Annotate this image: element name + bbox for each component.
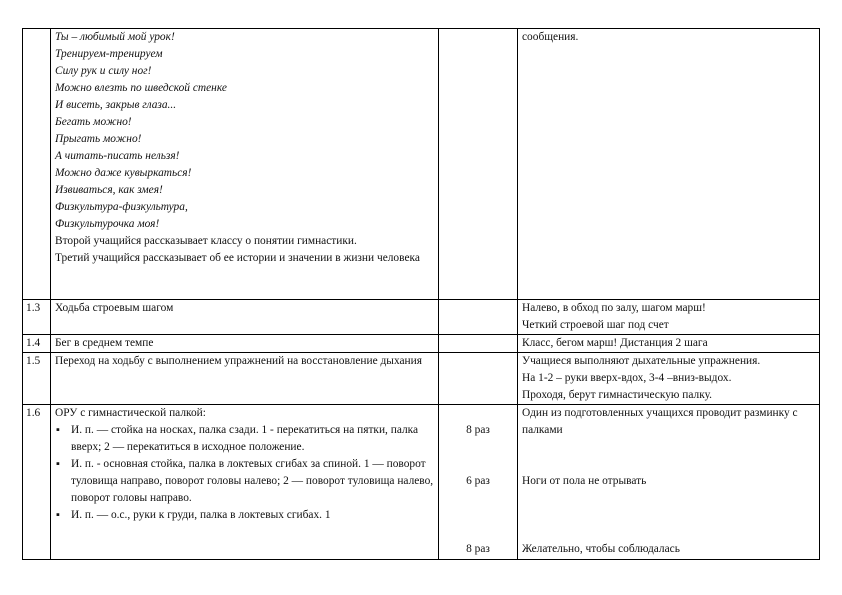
list-item: ▪ И. п. - основная стойка, палка в локтевых сгибах за спиной. 1 — поворот туловища направо, поворот головы налево; 2 — поворот туловища налево, поворот головы направо. [55,456,434,507]
exercise-title: ОРУ с гимнастической палкой: [55,407,206,419]
notes-cell [518,300,820,335]
note-line: Один из подготовленных учащихся проводит разминку с палками [522,407,798,436]
list-item: ▪ И. п. — о.с., руки к груди, палка в локтевых сгибах. 1 [55,507,434,524]
lesson-plan-table [22,28,820,560]
content-cell [51,405,439,560]
poem [55,29,434,233]
student-three-text: Третий учащийся рассказывает об ее истории и значении в жизни человека [55,252,420,264]
notes-cell [518,353,820,405]
note-text: сообщения. [522,31,579,43]
poem-line: Физкультура-физкультура, [55,201,188,213]
exercise-text: Ходьба строевым шагом [51,300,439,335]
poem-line: Бегать можно! [55,116,132,128]
notes-cell [518,29,820,300]
poem-line: Можно влезть по шведской стенке [55,82,227,94]
dosage-cell [439,405,518,560]
row-number-cell [23,29,51,300]
dosage-cell [439,353,518,405]
poem-line: А читать-писать нельзя! [55,150,180,162]
dosage-value: 6 раз [466,475,490,487]
dosage-value: 8 раз [466,424,490,436]
row-number: 1.4 [23,335,51,353]
notes-cell [518,335,820,353]
poem-line: Прыгать можно! [55,133,142,145]
poem-line: Физкультурочка моя! [55,218,160,230]
note-line: На 1-2 – руки вверх-вдох, 3-4 –вниз-выдох. [522,372,732,384]
row-number: 1.5 [23,353,51,405]
notes-cell [518,405,820,560]
exercise-list [55,422,434,524]
dosage-cell [439,29,518,300]
list-item: ▪ И. п. — стойка на носках, палка сзади. 1 - перекатиться на пятки, палка вверх; 2 — перекатиться в исходное положение. [55,422,434,456]
student-two-text: Второй учащийся рассказывает классу о понятии гимнастики. [55,235,357,247]
poem-line: Извиваться, как змея! [55,184,163,196]
note-line: Ноги от пола не отрывать [522,475,647,487]
note-line: Налево, в обход по залу, шагом марш! [522,302,706,314]
poem-line: Тренируем-тренируем [55,48,163,60]
dosage-cell [439,300,518,335]
dosage-cell [439,335,518,353]
note-line: Четкий строевой шаг под счет [522,319,669,331]
poem-line: Ты – любимый мой урок! [55,31,175,43]
table-row [23,335,820,353]
row-number: 1.3 [23,300,51,335]
note-line: Учащиеся выполняют дыхательные упражнения. [522,355,761,367]
note-line: Класс, бегом марш! Дистанция 2 шага [522,337,708,349]
poem-line: И висеть, закрыв глаза... [55,99,177,111]
table-row [23,405,820,560]
note-line: Желательно, чтобы соблюдалась [522,543,680,555]
content-cell [51,29,439,300]
note-line: Проходя, берут гимнастическую палку. [522,389,712,401]
table-row [23,29,820,300]
dosage-value: 8 раз [466,543,490,555]
table-row [23,353,820,405]
exercise-text: Бег в среднем темпе [51,335,439,353]
poem-line: Можно даже кувыркаться! [55,167,192,179]
exercise-text: Переход на ходьбу с выполнением упражнений на восстановление дыхания [51,353,439,405]
poem-line: Силу рук и силу ног! [55,65,152,77]
table-row [23,300,820,335]
row-number: 1.6 [23,405,51,560]
